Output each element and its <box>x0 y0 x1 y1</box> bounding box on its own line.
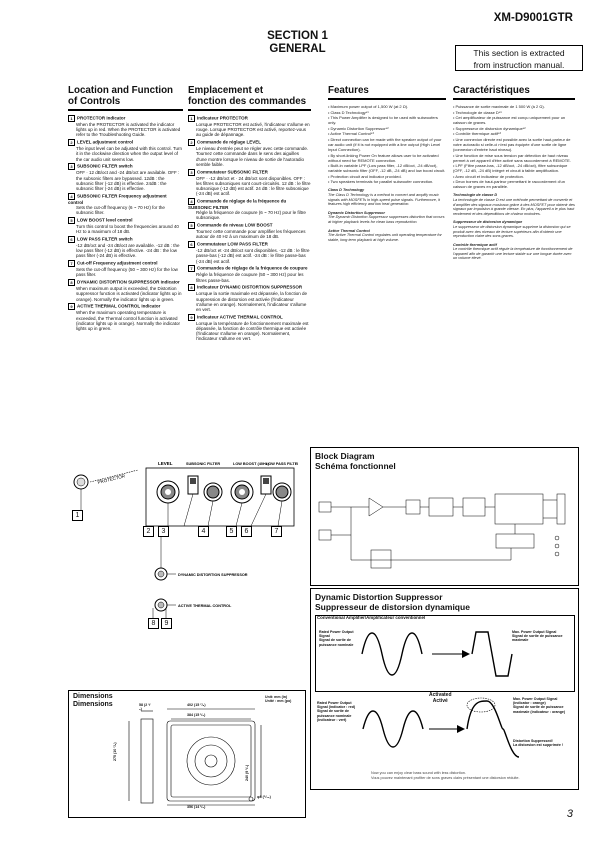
feature-item: • Une connexion directe est possible avec la sortie haut-parleur de votre autoradio si celle-ci n'est pas équipée d'une sortie de ligne (connexion d'entrée haut niveau). <box>453 136 571 152</box>
location-heading-en-line1: Location and Function <box>68 85 174 96</box>
unit-label-fr: Unité : mm (po) <box>265 699 292 704</box>
feature-item-text: Dynamic Distortion Suppressor*² <box>330 125 389 131</box>
feature-note-title: Class D Technology <box>328 188 365 193</box>
feature-note <box>453 243 575 261</box>
control-item-title <box>68 217 183 224</box>
control-item-body: OFF · -12 dB/oct et · 24 dB/oct sont disponibles. OFF : les filtres subsoniques sont court-circuités. 12 dB : le filtre subsonique (-12 dB) est actif. 24 dB : le filtre subsonique (-24 dB) est actif. <box>196 175 311 197</box>
suppressed-label-en: Distortion Suppressed! <box>513 739 553 743</box>
height-label: 275 (10 ⁷/₈) <box>113 742 117 761</box>
control-item-body: OFF · 12 dB/oct and -24 dB/oct are available. OFF : the subsonic filters are bypassed. 12dB : the subsonic filter (-12 dB) is effective. 24dB : the subsonic filter (-24 dB) is effective. <box>76 170 180 192</box>
lowboost-knob-icon <box>231 481 253 503</box>
protector-label: PROTECTOR <box>97 473 126 485</box>
control-item-number: 7 <box>68 260 75 267</box>
feature-item-text: Puissance de sortie maximale de 1 500 W (à 2 Ω). <box>455 104 545 109</box>
control-item-title <box>68 139 183 146</box>
cutoff-knob-icon <box>273 483 291 501</box>
hole-label: φ8 (⁵/₁₆) <box>257 795 271 799</box>
control-item-body: When the PROTECTOR is activated the indicator lights up in red. When the PROTECTOR is activated refer to the Troubleshooting Guide. <box>76 122 181 138</box>
control-item-title <box>188 222 311 229</box>
control-item-title-text: Indicateur PROTECTOR <box>197 115 248 121</box>
feature-note-title: Active Thermal Control <box>328 228 370 233</box>
control-item <box>68 163 183 191</box>
control-item <box>188 222 311 239</box>
dds-waveforms <box>311 693 578 773</box>
control-item <box>68 303 183 331</box>
heading-rule <box>68 109 183 111</box>
feature-item-text: Technologie de classe D*¹ <box>455 109 502 115</box>
control-item <box>68 279 183 302</box>
extract-note-line1: This section is extracted <box>473 48 565 58</box>
feature-item-text: Built-in variable LPF (Low pass filter, -12 dB/oct, -24 dB/oct), variable subsonic filter (OFF, -12 dB, -24 dB) and low boost circuit. <box>328 163 446 174</box>
dds-label: DYNAMIC DISTORTION SUPPRESSOR <box>178 573 248 577</box>
control-item-number: 3 <box>188 169 195 176</box>
control-panel-illustration <box>68 440 298 690</box>
level-label: LEVEL <box>158 461 173 466</box>
feature-item-text: Une connexion directe est possible avec la sortie haut-parleur de votre autoradio si celle-ci n'est pas équipée d'une sortie de ligne (connexion d'entrée haut niveau). <box>453 136 571 152</box>
control-item <box>188 198 311 221</box>
control-item-title-text: DYNAMIC DISTORTION SUPPRESSOR indicator <box>77 279 180 285</box>
control-item-title-text: Commande de réglage LEVEL <box>197 139 262 145</box>
control-item <box>188 241 311 264</box>
feature-item: • Active Thermal Control*³ <box>328 131 374 137</box>
control-item-number: 9 <box>68 303 75 310</box>
control-item-number: 5 <box>188 222 195 229</box>
rated-power-label-fr: Signal de sortie de puissance nominale <box>319 638 354 647</box>
control-item-number: 9 <box>188 314 195 321</box>
width-bottom-label: 356 (14 ¹/₈) <box>187 805 206 809</box>
control-item-body: When maximum output is exceeded, the Distortion suppressor function is activated (indicator lights up in orange). Normally the indicator lights up in green. <box>76 286 182 302</box>
control-item-title <box>68 115 183 122</box>
height2-label: 240 (9 ¹/₂) <box>245 764 249 781</box>
conventional-amp-panel <box>315 615 575 692</box>
dimensions-drawing <box>69 691 305 817</box>
control-item-title <box>68 193 183 205</box>
feature-item: • Puissance de sortie maximale de 1 500 W (à 2 Ω). <box>453 104 545 109</box>
feature-note-title: Dynamic Distortion Suppressor <box>328 210 385 215</box>
section-number: SECTION 1 <box>267 30 328 42</box>
control-item-title-text: Commutateur SUBSONIC FILTER <box>197 169 268 175</box>
control-item-number: 7 <box>188 265 195 272</box>
control-item-number: 1 <box>188 115 195 122</box>
callout-8: 8 <box>148 618 159 629</box>
control-item-title <box>68 303 183 310</box>
dds-title-en: Dynamic Distortion Suppressor <box>315 592 443 602</box>
control-item-title <box>68 236 183 243</box>
control-item <box>188 314 311 342</box>
feature-item: • Direct connection can be made with the speaker output of your car audio unit (if it is not equipped with a line output (High Level Input Connection). <box>328 136 442 152</box>
control-item <box>68 260 183 277</box>
subsonic-switch-icon <box>188 476 198 494</box>
block-diagram-title-fr: Schéma fonctionnel <box>315 461 396 471</box>
dds-footer <box>371 771 520 780</box>
control-item-body: -12 dB/oct and -24 dB/oct are available. -12 dB : the low pass filter (-12 dB) is effective. -24 dB : the low pass filter (-24 dB) is effective. <box>76 243 180 259</box>
control-item-number: 4 <box>68 193 75 200</box>
control-item <box>188 265 311 282</box>
control-item-number: 3 <box>68 163 75 170</box>
control-item-body: Turn this control to boost the frequencies around 40 Hz to a maximum of 18 dB. <box>76 224 179 235</box>
control-item-title <box>188 241 311 248</box>
feature-item-text: Two speakers terminals for parallel subwoofer connection. <box>330 179 434 185</box>
feature-item-text: Une fonction de mise sous tension par détection de haut niveau permet à cet appareil d'être activé sans raccordement à REMOTE. <box>453 152 571 163</box>
activated-label-fr: Activé <box>432 698 448 704</box>
control-item-title <box>188 265 311 272</box>
feature-note-title: Contrôle thermique actif <box>453 242 497 247</box>
control-item-title-text: Commandes de réglage de la fréquence de coupure <box>197 266 308 272</box>
control-item-body: The input level can be adjusted with this control. Turn it in the clockwise direction when the output level of the car audio unit seems low. <box>76 146 183 162</box>
feature-item-text: Suppresseur de distorsion dynamique*² <box>455 125 526 131</box>
control-item-title <box>188 169 311 176</box>
width-total-label: 402 (15 ⁷/₈) <box>187 703 206 707</box>
feature-item: • Cet amplificateur de puissance est conçu uniquement pour un caisson de graves. <box>453 115 566 126</box>
conventional-waveforms <box>316 616 574 691</box>
control-item-title-text: Cut-off Frequency adjustment control <box>77 260 158 266</box>
controls-list-en <box>68 115 183 333</box>
control-item-title <box>188 198 311 210</box>
control-item-body: Sets the cut-off frequency (50 ~ 300 Hz) for the low pass filter. <box>76 267 178 278</box>
dds-title <box>315 592 470 612</box>
feature-item-text: Cet amplificateur de puissance est conçu uniquement pour un caisson de graves. <box>453 115 566 126</box>
control-item-title-text: LOW PASS FILTER switch <box>77 236 133 242</box>
control-item-body: Sets the cut-off frequency (6 ~ 70 Hz) for the subsonic filter. <box>76 205 165 216</box>
feature-note-title: Technologie de classe D <box>453 193 498 198</box>
control-item-number: 1 <box>68 115 75 122</box>
model-number: XM-D9001GTR <box>493 12 573 24</box>
feature-item: • Avec circuit et indicateur de protection. <box>453 173 524 179</box>
subsonic-label: SUBSONIC FILTER <box>186 462 221 466</box>
max-indicator-label-fr: Signal de sortie de puissance maximale (indicateur : orange) <box>513 705 566 714</box>
feature-item-text: Direct connection can be made with the speaker output of your car audio unit (if it is not equipped with a line output (High Level Input Connection). <box>328 136 442 152</box>
dimensions-title-fr: Dimensions <box>73 701 113 708</box>
control-item-title <box>68 279 183 286</box>
callout-9: 9 <box>161 618 172 629</box>
control-item-body: Lorsque la sortie maximale est dépassée, la fonction de suppression de distorsion est activée (l'indicateur s'allume en orange). Normalement, l'indicateur s'allume en vert. <box>196 291 308 313</box>
control-item-title <box>68 163 183 170</box>
rated-indicator-label-fr: Signal de sortie de puissance nominale (indicateur : vert) <box>317 709 352 722</box>
features-heading-fr: Caractéristiques <box>453 85 530 96</box>
callout-3: 3 <box>158 526 169 537</box>
feature-note-body: Le contrôle thermique actif régule la température de fonctionnement de l'appareil afin de garantir une lecture stable sur une longue durée avec un volume élevé. <box>453 247 573 261</box>
control-item <box>188 284 311 312</box>
feature-note <box>328 211 446 225</box>
feature-item-text: This Power Amplifier is designed to be used with subwoofers only. <box>328 115 438 126</box>
control-item-number: 5 <box>68 217 75 224</box>
feature-note <box>453 193 575 216</box>
control-item-title <box>188 139 311 146</box>
controls-list-fr <box>188 115 311 343</box>
location-heading-en-line2: of Controls <box>68 96 121 107</box>
control-panel-svg <box>68 440 298 690</box>
max-indicator-label-en: Max. Power Output Signal (indicator : orange) <box>513 697 558 706</box>
feature-note-body: The Dynamic Distortion Suppressor suppresses distortion that occurs at higher playback levels for clean bass reproduction. <box>328 215 445 224</box>
lowpass-label: LOW PASS FILTER <box>266 462 298 466</box>
control-item-number: 2 <box>188 139 195 146</box>
control-item-body: Lorsque la température de fonctionnement maximale est dépassée, la fonction de contrôle thermique est activée (l'indicateur s'allume en orange). Normalement, l'indicateur s'allume en vert. <box>196 320 309 342</box>
control-item-body: Lorsque PROTECTOR est activé, l'indicateur s'allume en rouge. Lorsque PROTECTOR est activé, reportez-vous au guide de dépannage. <box>196 122 310 138</box>
dds-box <box>310 588 579 790</box>
feature-item: • Technologie de classe D*¹ <box>453 109 502 115</box>
depth-label: 58 (2 ³/₈) <box>139 703 151 712</box>
block-diagram-schematic <box>311 480 576 580</box>
control-item <box>68 115 183 138</box>
feature-note-body: The Class D Technology is a method to convert and amplify music signals with MOSFETs in high-speed pulse signals. Furthermore, it features high efficiency and low heat generation. <box>328 192 440 207</box>
max-power-label-fr: Signal de sortie de puissance maximale <box>512 634 563 643</box>
feature-item: • Protection circuit and indicator provided. <box>328 173 402 179</box>
extract-note-line2: from instruction manual. <box>473 60 565 70</box>
control-item-number: 4 <box>188 198 195 205</box>
control-item-body: Tournez cette commande pour amplifier les fréquences autour de 40 Hz à un maximum de 18 dB. <box>196 229 306 240</box>
control-item-title-text: LEVEL adjustment control <box>77 139 134 145</box>
heading-rule <box>328 98 446 100</box>
location-heading-en <box>68 85 173 107</box>
control-item-number: 2 <box>68 139 75 146</box>
features-list-fr <box>453 104 575 261</box>
feature-item-text: Deux bornes de haut-parleur permettant le raccordement d'un caisson de graves en parallèle. <box>453 179 566 190</box>
control-item-body: Le niveau d'entrée peut se régler avec cette commande. Tournez cette commande dans le sens des aiguilles d'une montre lorsque le niveau de sortie de l'autoradio semble faible. <box>196 146 309 167</box>
feature-item-text: Avec circuit et indicateur de protection. <box>455 173 524 179</box>
control-item-title <box>188 284 311 291</box>
feature-item: • LPF (Filtre passe-bas, -12 dB/oct, -24 dB/oct), filtre subsonique (OFF, -12 dB, -24 dB) intégré et circuit à faible amplification. <box>453 163 568 174</box>
feature-note <box>453 220 575 238</box>
lowboost-label: LOW BOOST (40Hz) <box>233 462 269 466</box>
section-name: GENERAL <box>269 43 326 55</box>
callout-2: 2 <box>143 526 154 537</box>
feature-note-body: Le suppresseur de distorsion dynamique supprime la distorsion qui se produit avec des niveaux de lecture supérieurs afin d'obtenir une reproduction claire des sons graves. <box>453 224 571 239</box>
control-item <box>188 139 311 167</box>
control-item <box>188 169 311 197</box>
location-heading-fr-line1: Emplacement et <box>188 85 264 96</box>
callout-4: 4 <box>198 526 209 537</box>
feature-note-body: La technologie de classe D est une méthode permettant de convertir et d'amplifier des signaux musicaux grâce à des MOSFET pour obtenir des signaux par impulsion à grande vitesse. En plus, l'appareil a le plus haut rendement et des déperditions de chaleur moindres. <box>453 197 575 216</box>
control-item-title-text: Commutateur LOW PASS FILTER <box>197 241 268 247</box>
location-heading-fr <box>188 85 306 107</box>
control-item <box>68 217 183 234</box>
block-diagram-title-en: Block Diagram <box>315 451 375 461</box>
rated-power-label-en: Rated Power Output Signal <box>319 630 354 639</box>
level-knob-icon <box>157 481 179 503</box>
feature-item: • Dynamic Distortion Suppressor*² <box>328 125 389 131</box>
features-list-en <box>328 104 446 242</box>
control-item-title <box>188 314 311 321</box>
feature-item: • By short-linking Power On feature allows user to be activated without need for REMOTE connection. <box>328 152 439 163</box>
heading-rule <box>188 109 311 111</box>
control-item-title <box>188 115 311 122</box>
control-item-title-text: ACTIVE THERMAL CONTROL indicator <box>77 304 161 310</box>
feature-item: • Two speakers terminals for parallel subwoofer connection. <box>328 179 434 185</box>
feature-item: • Maximum power output of 1,500 W (at 2 Ω). <box>328 104 409 109</box>
control-item-title-text: SUBSONIC FILTER Frequency adjustment control <box>68 193 167 205</box>
page-number: 3 <box>566 808 573 820</box>
conventional-amp-title: Conventional Amplifier/Amplificateur conventionnel <box>317 615 426 620</box>
control-item-body: -12 dB/oct et -24 dB/oct sont disponibles. -12 dB : le filtre passe-bas (-12 dB) est actif. -24 dB : le filtre passe-bas (-24 dB) est actif. <box>196 248 310 264</box>
callout-6: 6 <box>241 526 252 537</box>
control-item-number: 8 <box>68 279 75 286</box>
feature-item: • This Power Amplifier is designed to be used with subwoofers only. <box>328 115 438 126</box>
atc-label: ACTIVE THERMAL CONTROL <box>178 604 232 608</box>
feature-item: • Une fonction de mise sous tension par détection de haut niveau permet à cet appareil d'être activé sans raccordement à REMOTE. <box>453 152 571 163</box>
max-power-label-en: Max. Power Output Signal <box>512 630 557 634</box>
feature-item-text: LPF (Filtre passe-bas, -12 dB/oct, -24 dB/oct), filtre subsonique (OFF, -12 dB, -24 dB) intégré et circuit à faible amplification. <box>453 163 568 174</box>
dds-title-fr: Suppresseur de distorsion dynamique <box>315 602 470 612</box>
control-item-body: Règle la fréquence de coupure (6 ~ 70 Hz) pour le filtre subsonique. <box>196 210 306 221</box>
subsonic-knob-icon <box>204 483 222 501</box>
location-heading-fr-line2: fonction des commandes <box>188 96 307 107</box>
callout-7: 7 <box>271 526 282 537</box>
control-item-number: 8 <box>188 284 195 291</box>
feature-item-text: Contrôle thermique actif*³ <box>455 131 501 137</box>
callout-1: 1 <box>72 510 83 521</box>
control-item-body: Règle la fréquence de coupure (50 ~ 300 Hz) pour les filtres passe-bas. <box>196 272 304 283</box>
callout-5: 5 <box>226 526 237 537</box>
feature-item-text: Active Thermal Control*³ <box>330 131 374 137</box>
control-item-title-text: Commande de réglage de la fréquence du SUBSONIC FILTER <box>188 198 287 211</box>
block-diagram-box <box>310 447 579 586</box>
control-item-title-text: SUBSONIC FILTER switch <box>77 164 133 170</box>
control-item-title <box>68 260 183 267</box>
heading-rule <box>453 98 575 100</box>
feature-item: • Class D Technology*¹ <box>328 109 369 115</box>
dimensions-title-en: Dimensions <box>73 693 113 700</box>
unit-label-en: Unit: mm (in) <box>265 695 288 699</box>
control-item-number: 6 <box>68 236 75 243</box>
extract-note-box <box>455 45 583 71</box>
control-item-number: 6 <box>188 241 195 248</box>
feature-item: • Built-in variable LPF (Low pass filter, -12 dB/oct, -24 dB/oct), variable subsonic filter (OFF, -12 dB, -24 dB) and low boost circuit. <box>328 163 446 174</box>
feature-note-title: Suppresseur de distorsion dynamique <box>453 220 523 225</box>
control-item <box>68 139 183 162</box>
suppressed-label-fr: La distorsion est supprimée ! <box>513 743 564 748</box>
feature-note <box>328 188 446 206</box>
feature-item-text: Class D Technology*¹ <box>330 109 369 115</box>
control-item-title-text: Indicateur DYNAMIC DISTORTION SUPPRESSOR <box>197 285 303 291</box>
dimensions-box <box>68 690 306 818</box>
rated-indicator-label-en: Rated Power Output Signal (indicator : red) <box>317 701 356 710</box>
control-item-body: When the maximum operating temperature is exceeded, the Thermal control function is activated (indicator lights up in orange). Normally the indicator lights up in green. <box>76 310 181 332</box>
feature-item-text: Protection circuit and indicator provided. <box>330 173 402 179</box>
feature-note-body: The Active Thermal Control regulates unit operating temperature for stable, long term playback at high volume. <box>328 233 442 242</box>
control-item <box>68 236 183 259</box>
feature-note <box>328 229 446 243</box>
feature-item: • Deux bornes de haut-parleur permettant le raccordement d'un caisson de graves en parallèle. <box>453 179 566 190</box>
control-item-title-text: Commande de niveau LOW BOOST <box>197 222 273 228</box>
features-heading-en: Features <box>328 85 369 96</box>
control-item <box>68 193 183 216</box>
control-item <box>188 115 311 138</box>
width-inner-label: 384 (15 ¹/₈) <box>187 713 206 717</box>
block-diagram-title <box>315 451 396 471</box>
lowpass-switch-icon <box>261 476 271 494</box>
control-item-title-text: Indicateur ACTIVE THERMAL CONTROL <box>197 314 283 320</box>
feature-item: • Contrôle thermique actif*³ <box>453 131 501 137</box>
feature-item: • Suppresseur de distorsion dynamique*² <box>453 125 526 131</box>
dds-footer-fr: Vous pouvez maintenant profiter de sons graves clairs présentant une distorsion réduite. <box>371 775 520 780</box>
feature-item-text: By short-linking Power On feature allows user to be activated without need for REMOTE connection. <box>328 152 439 163</box>
control-item-title-text: PROTECTOR indicator <box>77 115 126 121</box>
dds-footer-en: Now you can enjoy clear bass sound with less distortion. <box>371 771 466 775</box>
feature-item-text: Maximum power output of 1,500 W (at 2 Ω). <box>330 104 409 109</box>
control-item-title-text: LOW BOOST level control <box>77 217 133 223</box>
activated-label-en: Activated <box>429 692 452 698</box>
